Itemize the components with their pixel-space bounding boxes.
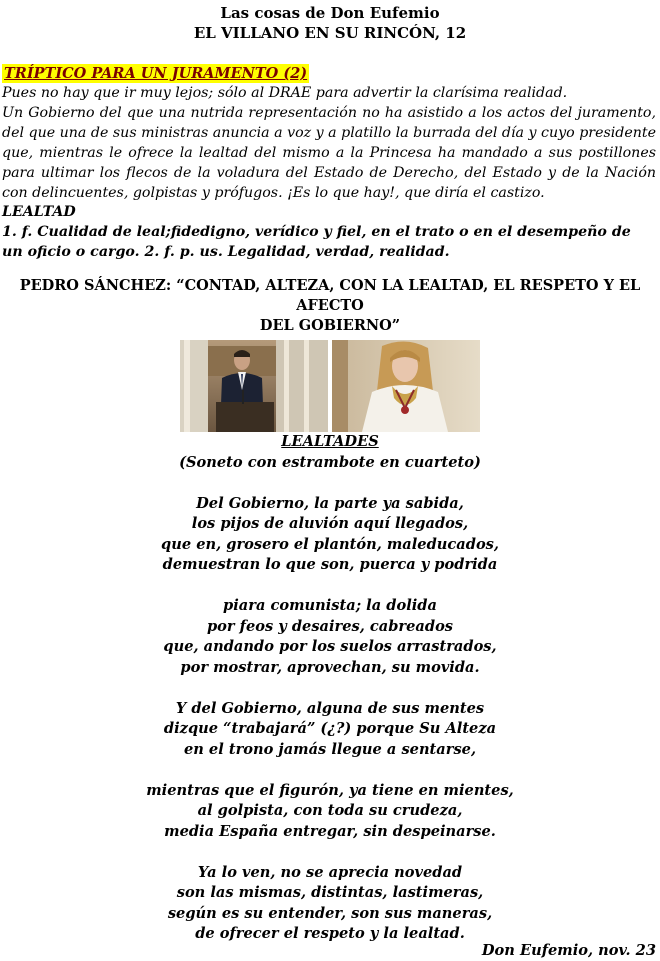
header-subtitle: EL VILLANO EN SU RINCÓN, 12 [193, 24, 467, 42]
poem-stanza-3 [0, 699, 660, 761]
poem-subtitle: (Soneto con estrambote en cuarteto) [179, 453, 481, 471]
photo-row [0, 340, 660, 432]
poem-stanza-4 [0, 781, 660, 843]
quote-line-1: PEDRO SÁNCHEZ: “CONTAD, ALTEZA, CON LA LEALTAD, EL RESPETO Y EL AFECTO [19, 277, 641, 314]
photo-prime-minister [180, 340, 328, 432]
poem-line: que, andando por los suelos arrastrados, [163, 638, 497, 655]
signature: Don Eufemio, nov. 23 [481, 942, 656, 959]
poem-line: mientras que el figurón, ya tiene en mientes, [146, 781, 514, 799]
poem-line: dizque “trabajará” (¿?) porque Su Alteza [163, 720, 497, 737]
poem-line: son las mismas, distintas, lastimeras, [176, 884, 484, 901]
poem-line: en el trono jamás llegue a sentarse, [183, 740, 477, 758]
poem-line: piara comunista; la dolida [223, 597, 437, 614]
quote-heading [0, 276, 660, 336]
poem-line: por mostrar, aprovechan, su movida. [180, 658, 480, 676]
poem [0, 432, 660, 945]
poem-line: demuestran lo que son, puerca y podrida [162, 556, 498, 573]
header-title: Las cosas de Don Eufemio [220, 4, 440, 22]
poem-line: los pijos de aluvión aquí llegados, [191, 515, 469, 532]
definition-word: LEALTAD [2, 204, 76, 220]
photo-princess-image [332, 340, 480, 432]
definition-text: 1. f. Cualidad de leal;fidedigno, verídico y fiel, en el trato o en el desempeño de un oficio o cargo. 2. f. p. us. Legalidad, verdad, realidad. [2, 224, 631, 260]
poem-title: LEALTADES [281, 433, 379, 450]
header [0, 0, 660, 43]
quote-line-2: DEL GOBIERNO” [259, 317, 401, 334]
poem-stanza-5 [0, 863, 660, 945]
poem-line: Del Gobierno, la parte ya sabida, [196, 494, 464, 512]
photo-prime-minister-image [180, 340, 328, 432]
poem-line: que en, grosero el plantón, maleducados, [161, 535, 499, 553]
photo-princess [332, 340, 480, 432]
poem-line: media España entregar, sin despeinarse. [164, 822, 496, 840]
poem-line: según es su entender, son sus maneras, [167, 904, 493, 922]
intro-paragraph-2: Un Gobierno del que una nutrida representación no ha asistido a los actos del juramento, del que una de sus ministras anuncia a voz y a platillo la burrada del día y cuyo presidente que, mientras le ofrece la lealtad del mismo a la Princesa ha mandado a sus postillones para ultimar los flecos de la voladura del Estado de Derecho, del Estado y de la Nación con delincuentes, golpistas y prófugos. ¡Es lo que hay!, que diría el castizo. [2, 105, 656, 201]
intro-paragraph-1: Pues no hay que ir muy lejos; sólo al DRAE para advertir la clarísima realidad. [2, 85, 568, 101]
section-title: TRÍPTICO PARA UN JURAMENTO (2) [4, 65, 308, 82]
intro-text [2, 83, 656, 203]
poem-stanza-1 [0, 494, 660, 576]
poem-line: Ya lo ven, no se aprecia novedad [197, 863, 463, 881]
poem-line: al golpista, con toda su crudeza, [197, 802, 463, 819]
poem-line: por feos y desaires, cabreados [206, 617, 454, 635]
poem-line: Y del Gobierno, alguna de sus mentes [175, 699, 485, 717]
poem-stanza-2 [0, 596, 660, 678]
poem-line: de ofrecer el respeto y la lealtad. [195, 925, 465, 942]
